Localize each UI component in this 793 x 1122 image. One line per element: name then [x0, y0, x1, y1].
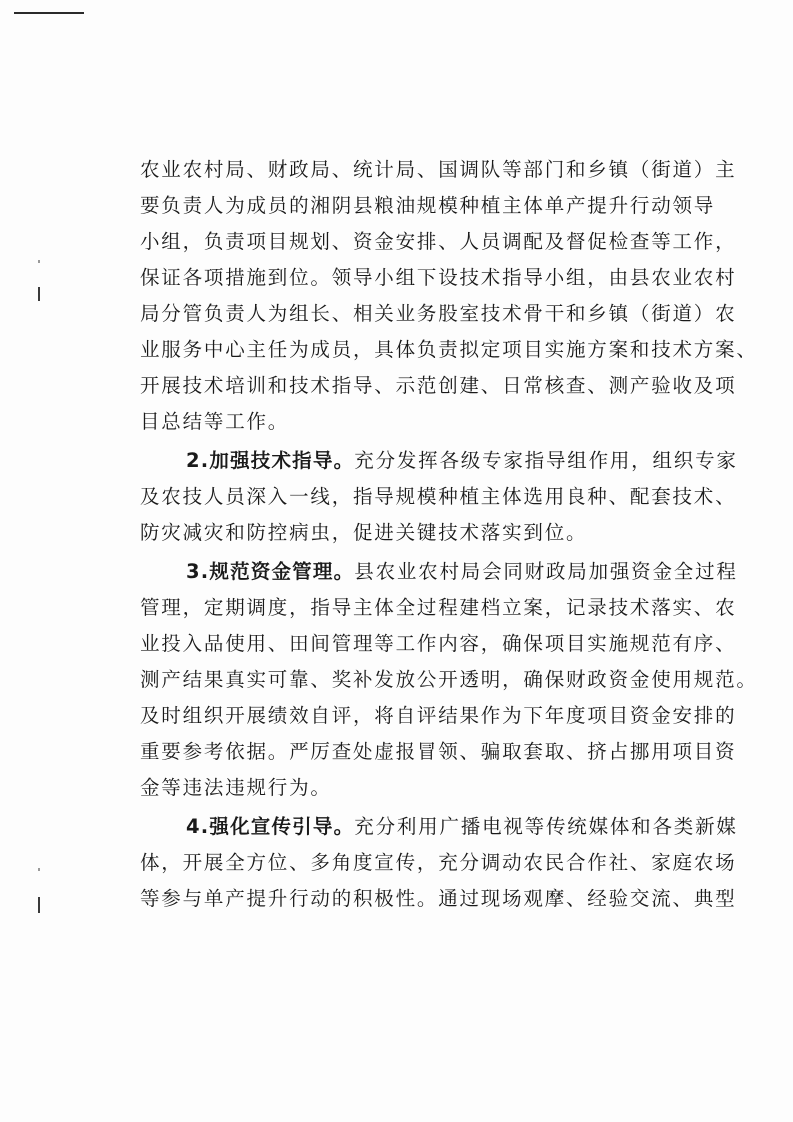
section-text: 充分发挥各级专家指导组作用，组织专家	[354, 449, 738, 472]
section-text: 县农业农村局会同财政局加强资金全过程	[354, 560, 738, 583]
section-publicity	[140, 809, 738, 917]
section-heading: 4.强化宣传引导。	[186, 815, 355, 838]
section-fund-management	[140, 554, 758, 806]
paragraph-line: 及时组织开展绩效自评，将自评结果作为下年度项目资金安排的	[140, 704, 737, 727]
paragraph-line: 金等违法违规行为。	[140, 776, 332, 799]
section-heading: 3.规范资金管理。	[186, 560, 355, 583]
section-technical-guidance	[140, 443, 738, 551]
scan-edge-mark	[14, 12, 84, 14]
paragraph-line: 业投入品使用、田间管理等工作内容，确保项目实施规范有序、	[140, 632, 737, 655]
paragraph-line: 小组，负责项目规划、资金安排、人员调配及督促检查等工作，	[140, 230, 737, 253]
binding-hole-mark	[38, 897, 40, 913]
paragraph-line: 测产结果真实可靠、奖补发放公开透明，确保财政资金使用规范。	[140, 668, 758, 691]
binding-hole-mark	[38, 260, 40, 263]
section-text: 充分利用广播电视等传统媒体和各类新媒	[354, 815, 738, 838]
paragraph-line: 业服务中心主任为成员，具体负责拟定项目实施方案和技术方案、	[140, 338, 758, 361]
paragraph-line: 管理，定期调度，指导主体全过程建档立案，记录技术落实、农	[140, 596, 737, 619]
paragraph-line: 要负责人为成员的湘阴县粮油规模种植主体单产提升行动领导	[140, 194, 716, 217]
paragraph-line: 局分管负责人为组长、相关业务股室技术骨干和乡镇（街道）农	[140, 302, 737, 325]
paragraph-line: 目总结等工作。	[140, 410, 290, 433]
intro-paragraph	[140, 152, 758, 440]
paragraph-line: 体，开展全方位、多角度宣传，充分调动农民合作社、家庭农场	[140, 851, 737, 874]
document-body	[140, 152, 758, 917]
section-heading: 2.加强技术指导。	[186, 449, 355, 472]
section-first-line	[140, 809, 738, 845]
paragraph-line: 防灾减灾和防控病虫，促进关键技术落实到位。	[140, 521, 588, 544]
binding-hole-mark	[38, 287, 40, 301]
paragraph-line: 等参与单产提升行动的积极性。通过现场观摩、经验交流、典型	[140, 887, 737, 910]
paragraph-line: 保证各项措施到位。领导小组下设技术指导小组，由县农业农村	[140, 266, 737, 289]
section-first-line	[140, 443, 738, 479]
paragraph-line: 农业农村局、财政局、统计局、国调队等部门和乡镇（街道）主	[140, 158, 737, 181]
binding-hole-mark	[38, 868, 40, 871]
section-first-line	[140, 554, 738, 590]
paragraph-line: 重要参考依据。严厉查处虚报冒领、骗取套取、挤占挪用项目资	[140, 740, 737, 763]
paragraph-line: 开展技术培训和技术指导、示范创建、日常核查、测产验收及项	[140, 374, 737, 397]
paragraph-line: 及农技人员深入一线，指导规模种植主体选用良种、配套技术、	[140, 485, 737, 508]
